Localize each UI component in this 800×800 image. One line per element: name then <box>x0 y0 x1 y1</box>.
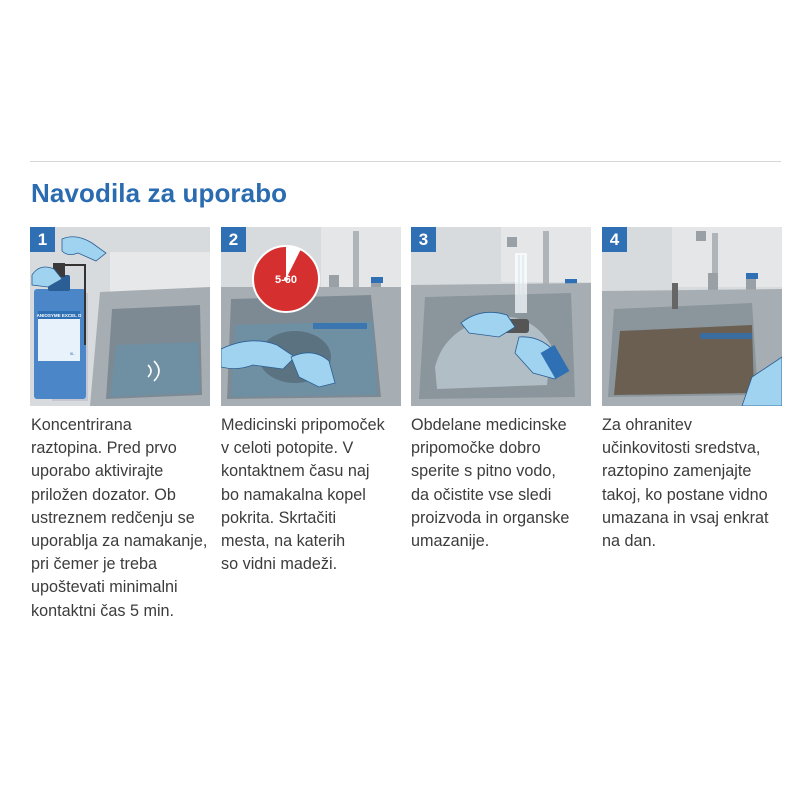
step-2-illustration <box>221 227 401 406</box>
step-1-description: Koncentrirana raztopina. Pred prvo uporabo aktivirajte priložen dozator. Ob ustreznem redčenju se uporablja za namakanje, pri čemer je treba upoštevati minimalni kontaktni čas 5 min. <box>31 416 208 620</box>
step-4-illustration <box>602 227 782 406</box>
page-title: Navodila za uporabo <box>31 178 288 208</box>
soaking-timer-illustration <box>221 227 401 406</box>
rinsing-illustration <box>411 227 591 406</box>
step-4-number-badge: 4 <box>602 227 627 252</box>
step-3-illustration <box>411 227 591 406</box>
step-2-description: Medicinski pripomoček v celoti potopite. V kontaktnem času naj bo namakalna kopel pokrita. Skrtačiti mesta, na katerih so vidni madeži. <box>221 416 385 574</box>
dirty-solution-sink-illustration <box>602 227 782 406</box>
step-3-number-badge: 3 <box>411 227 436 252</box>
bottle-volume: 5L <box>70 351 75 356</box>
step-1-number-badge: 1 <box>30 227 55 252</box>
dosing-bottle-sink-illustration <box>30 227 210 406</box>
bottle-label: ANIOSYME EXCEL D <box>36 313 82 318</box>
step-1-illustration <box>30 227 210 406</box>
step-4-description: Za ohranitev učinkovitosti sredstva, raztopino zamenjajte takoj, ko postane vidno umazana in vsaj enkrat na dan. <box>602 416 769 551</box>
step-2-number-badge: 2 <box>221 227 246 252</box>
top-divider <box>30 161 781 162</box>
timer-label: 5-60 <box>274 274 298 286</box>
step-3-description: Obdelane medicinske pripomočke dobro sperite s pitno vodo, da očistite vse sledi proizvoda in organske umazanije. <box>411 416 570 551</box>
